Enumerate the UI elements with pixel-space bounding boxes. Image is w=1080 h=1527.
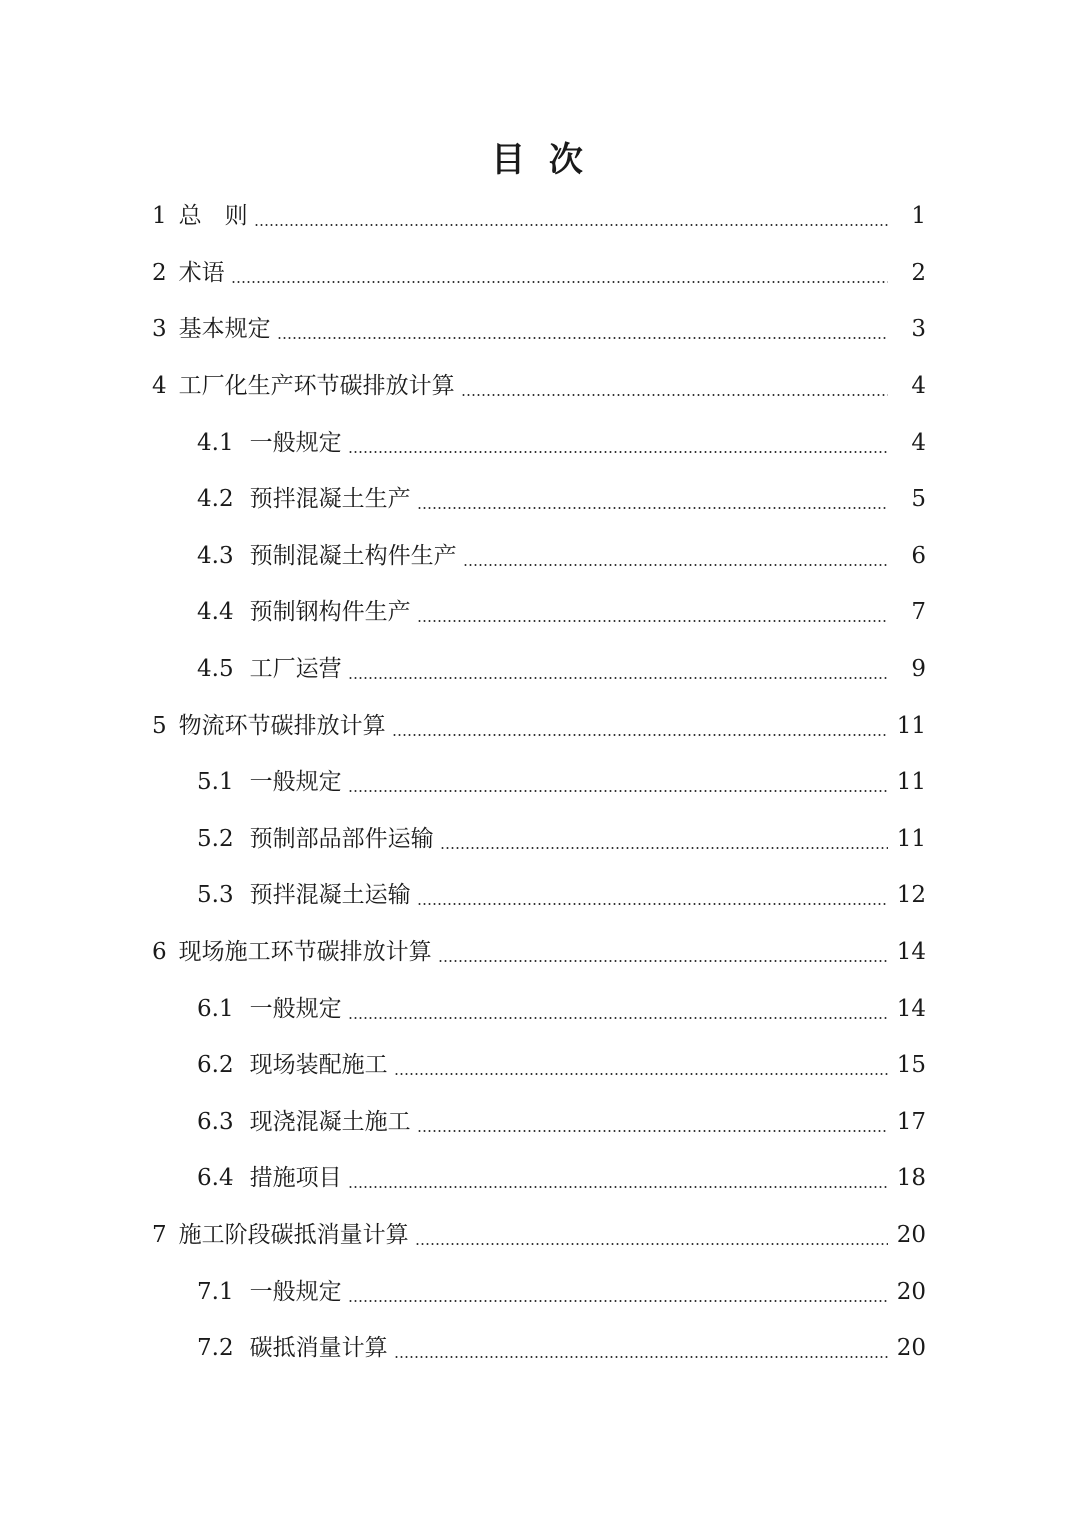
toc-dot-leader [463,564,888,566]
toc-title: 目 次 [491,140,589,180]
toc-entry-number: 4.2 [197,486,234,513]
toc-dot-leader [417,903,888,905]
toc-entry-page-number: 11 [896,769,926,796]
toc-entry-number: 4 [152,373,167,400]
toc-entry[interactable] [0,414,1080,471]
toc-entry-number: 6 [152,939,167,966]
toc-entry[interactable] [0,1263,1080,1320]
toc-entry-label: 预制钢构件生产 [249,599,411,626]
toc-entry-page-number: 11 [896,712,926,739]
toc-dot-leader [394,1073,888,1075]
toc-entry-page-number: 18 [896,1165,926,1192]
toc-dot-leader [392,734,888,736]
toc-entry-page-number: 14 [896,939,926,966]
toc-entry-number: 6.1 [197,995,234,1022]
toc-entry[interactable] [0,697,1080,754]
toc-entry-page-number: 15 [896,1052,926,1079]
toc-dot-leader [348,677,888,679]
toc-entry-label: 一般规定 [249,1278,342,1305]
toc-entry-number: 5.2 [197,825,234,852]
toc-entry[interactable] [0,811,1080,868]
toc-entry-label: 一般规定 [249,995,342,1022]
toc-entry-page-number: 3 [911,316,926,343]
toc-entry-number: 6.3 [197,1108,234,1135]
toc-entry-page-number: 11 [896,825,926,852]
toc-entry-page-number: 9 [911,656,926,683]
toc-entry-page-number: 4 [911,373,926,400]
toc-entry-number: 7 [152,1221,167,1248]
toc-dot-leader [348,1017,888,1019]
toc-entry[interactable] [0,1207,1080,1264]
toc-entry-label: 现场装配施工 [249,1052,388,1079]
toc-entry-page-number: 2 [911,259,926,286]
toc-entry-label: 措施项目 [249,1165,342,1192]
toc-dot-leader [415,1243,888,1245]
toc-entry-page-number: 20 [896,1221,926,1248]
toc-entry-number: 6.4 [197,1165,234,1192]
toc-entry-page-number: 1 [911,203,926,230]
toc-entry-page-number: 6 [911,542,926,569]
toc-dot-leader [417,620,888,622]
toc-entry-label: 工厂运营 [249,656,342,683]
toc-entry-label: 术语 [178,259,225,286]
toc-entry[interactable] [0,754,1080,811]
toc-entry[interactable] [0,1094,1080,1151]
toc-dot-leader [417,1130,888,1132]
toc-dot-leader [277,337,888,339]
toc-entry-page-number: 5 [911,486,926,513]
toc-entry[interactable] [0,584,1080,641]
toc-entry-number: 6.2 [197,1052,234,1079]
toc-entry-number: 4.4 [197,599,234,626]
toc-entry-label: 基本规定 [178,316,271,343]
toc-entry-label: 现浇混凝土施工 [249,1108,411,1135]
toc-entry-label: 总 则 [178,203,248,230]
toc-entry-page-number: 4 [911,429,926,456]
toc-entry-label: 预拌混凝土运输 [249,882,411,909]
toc-entry-label: 一般规定 [249,769,342,796]
toc-dot-leader [348,790,888,792]
toc-entry[interactable] [0,528,1080,585]
toc-entry-number: 3 [152,316,167,343]
toc-entry-number: 2 [152,259,167,286]
toc-list [0,188,1080,1376]
toc-entry-number: 4.5 [197,656,234,683]
toc-dot-leader [461,394,888,396]
toc-entry-page-number: 20 [896,1335,926,1362]
toc-entry-page-number: 17 [896,1108,926,1135]
toc-dot-leader [348,451,888,453]
toc-entry-number: 5 [152,712,167,739]
toc-dot-leader [348,1300,888,1302]
toc-entry-number: 7.2 [197,1335,234,1362]
toc-entry-number: 4.1 [197,429,234,456]
toc-entry[interactable] [0,980,1080,1037]
toc-entry[interactable] [0,245,1080,302]
toc-dot-leader [438,960,888,962]
toc-entry[interactable] [0,301,1080,358]
toc-dot-leader [394,1356,888,1358]
toc-entry-label: 预拌混凝土生产 [249,486,411,513]
toc-entry-number: 5.1 [197,769,234,796]
toc-entry-page-number: 12 [896,882,926,909]
toc-dot-leader [254,224,888,226]
toc-entry-number: 5.3 [197,882,234,909]
toc-entry-label: 施工阶段碳抵消量计算 [178,1221,409,1248]
toc-entry-page-number: 7 [911,599,926,626]
toc-entry[interactable] [0,1037,1080,1094]
toc-entry[interactable] [0,641,1080,698]
toc-entry[interactable] [0,1320,1080,1377]
toc-entry-label: 预制混凝土构件生产 [249,542,457,569]
toc-entry-label: 工厂化生产环节碳排放计算 [178,373,455,400]
toc-entry[interactable] [0,188,1080,245]
toc-entry[interactable] [0,471,1080,528]
toc-entry-label: 碳抵消量计算 [249,1335,388,1362]
toc-entry-label: 一般规定 [249,429,342,456]
toc-entry-number: 7.1 [197,1278,234,1305]
toc-entry-label: 物流环节碳排放计算 [178,712,386,739]
toc-entry-number: 4.3 [197,542,234,569]
toc-entry-number: 1 [152,203,167,230]
toc-dot-leader [440,847,888,849]
toc-entry-page-number: 14 [896,995,926,1022]
toc-entry[interactable] [0,358,1080,415]
toc-dot-leader [348,1186,888,1188]
toc-dot-leader [231,281,888,283]
toc-dot-leader [417,507,888,509]
toc-entry-label: 现场施工环节碳排放计算 [178,939,432,966]
toc-entry-page-number: 20 [896,1278,926,1305]
toc-entry[interactable] [0,867,1080,924]
toc-entry[interactable] [0,924,1080,981]
toc-entry[interactable] [0,1150,1080,1207]
toc-entry-label: 预制部品部件运输 [249,825,434,852]
